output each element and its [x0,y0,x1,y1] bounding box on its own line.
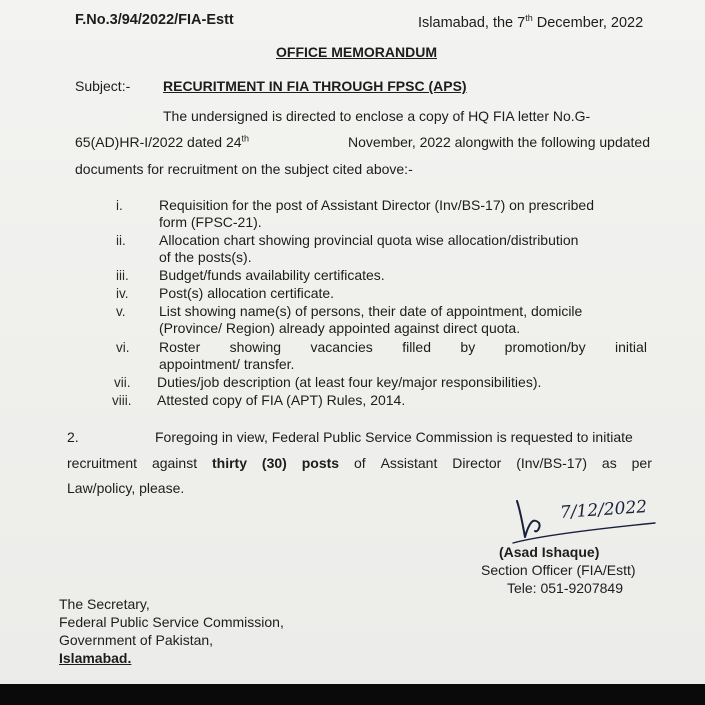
signature-date: 7/12/2022 [559,496,648,524]
list-item-text: Allocation chart showing provincial quota wise allocation/distribution [159,232,579,248]
para2-word: recruitment [67,455,138,471]
list-item-text: Requisition for the post of Assistant Director (Inv/BS-17) on prescribed [159,197,594,213]
list-item-text: of the posts(s). [159,249,252,265]
para2-word: of [353,455,366,471]
list-item-text [159,339,647,355]
list-item-number: ii. [116,233,126,248]
emphasis-word: posts [301,455,340,471]
list-item-text: appointment/ transfer. [159,356,295,372]
roster-word: promotion/by [504,339,586,355]
para2-line1: Foregoing in view, Federal Public Service Commission is requested to initiate [155,429,633,445]
list-item-number: iii. [116,268,129,283]
para2-line2 [67,455,652,471]
list-item-text: Attested copy of FIA (APT) Rules, 2014. [157,392,406,408]
place-date: Islamabad, the 7th December, 2022 [418,13,644,31]
list-item-text: form (FPSC-21). [159,214,262,230]
addressee-line3: Government of Pakistan, [59,632,214,648]
signatory-designation: Section Officer (FIA/Estt) [481,562,636,578]
roster-word: Roster [159,339,201,355]
addressee-line1: The Secretary, [59,596,150,612]
list-item-number: i. [116,198,123,213]
addressee-line2: Federal Public Service Commission, [59,614,284,630]
emphasis-word: thirty [212,455,247,471]
bottom-black-band [0,684,705,705]
file-number: F.No.3/94/2022/FIA-Estt [75,12,234,28]
para2-word: Assistant [380,455,438,471]
subject-label: Subject:- [75,78,131,94]
para2-word: (Inv/BS-17) [516,455,588,471]
para2-word: Director [452,455,502,471]
page-title: OFFICE MEMORANDUM [276,44,437,60]
roster-word: vacancies [310,339,373,355]
para1-line3: documents for recruitment on the subject cited above:- [75,161,413,177]
roster-word: showing [229,339,282,355]
roster-word: by [460,339,476,355]
para1-line1: The undersigned is directed to enclose a copy of HQ FIA letter No.G- [163,108,591,124]
list-item-number: iv. [116,286,129,301]
para1-line2: 65(AD)HR-I/2022 dated 24th November, 2022 alongwith the following updated [75,133,650,150]
subject-text: RECURITMENT IN FIA THROUGH FPSC (APS) [163,78,467,94]
para2-line3: Law/policy, please. [67,480,185,496]
addressee-line4: Islamabad. [59,650,132,666]
list-item-number: v. [116,304,126,319]
list-item-number: vii. [114,375,131,390]
para2-word: as [601,455,617,471]
list-item-text: (Province/ Region) already appointed against direct quota. [159,320,521,336]
list-item-text: List showing name(s) of persons, their date of appointment, domicile [159,303,583,319]
para2-number: 2. [67,429,79,445]
list-item-number: viii. [112,393,132,408]
signatory-telephone: Tele: 051-9207849 [507,580,623,596]
emphasis-word: (30) [261,455,287,471]
list-item-number: vi. [116,340,130,355]
list-item-text: Post(s) allocation certificate. [159,285,335,301]
list-item-text: Duties/job description (at least four key/major responsibilities). [157,374,542,390]
list-item-text: Budget/funds availability certificates. [159,267,385,283]
roster-word: initial [615,339,647,355]
para2-word: per [631,455,652,471]
signatory-name: (Asad Ishaque) [499,544,600,560]
roster-word: filled [402,339,431,355]
para2-word: against [151,455,198,471]
